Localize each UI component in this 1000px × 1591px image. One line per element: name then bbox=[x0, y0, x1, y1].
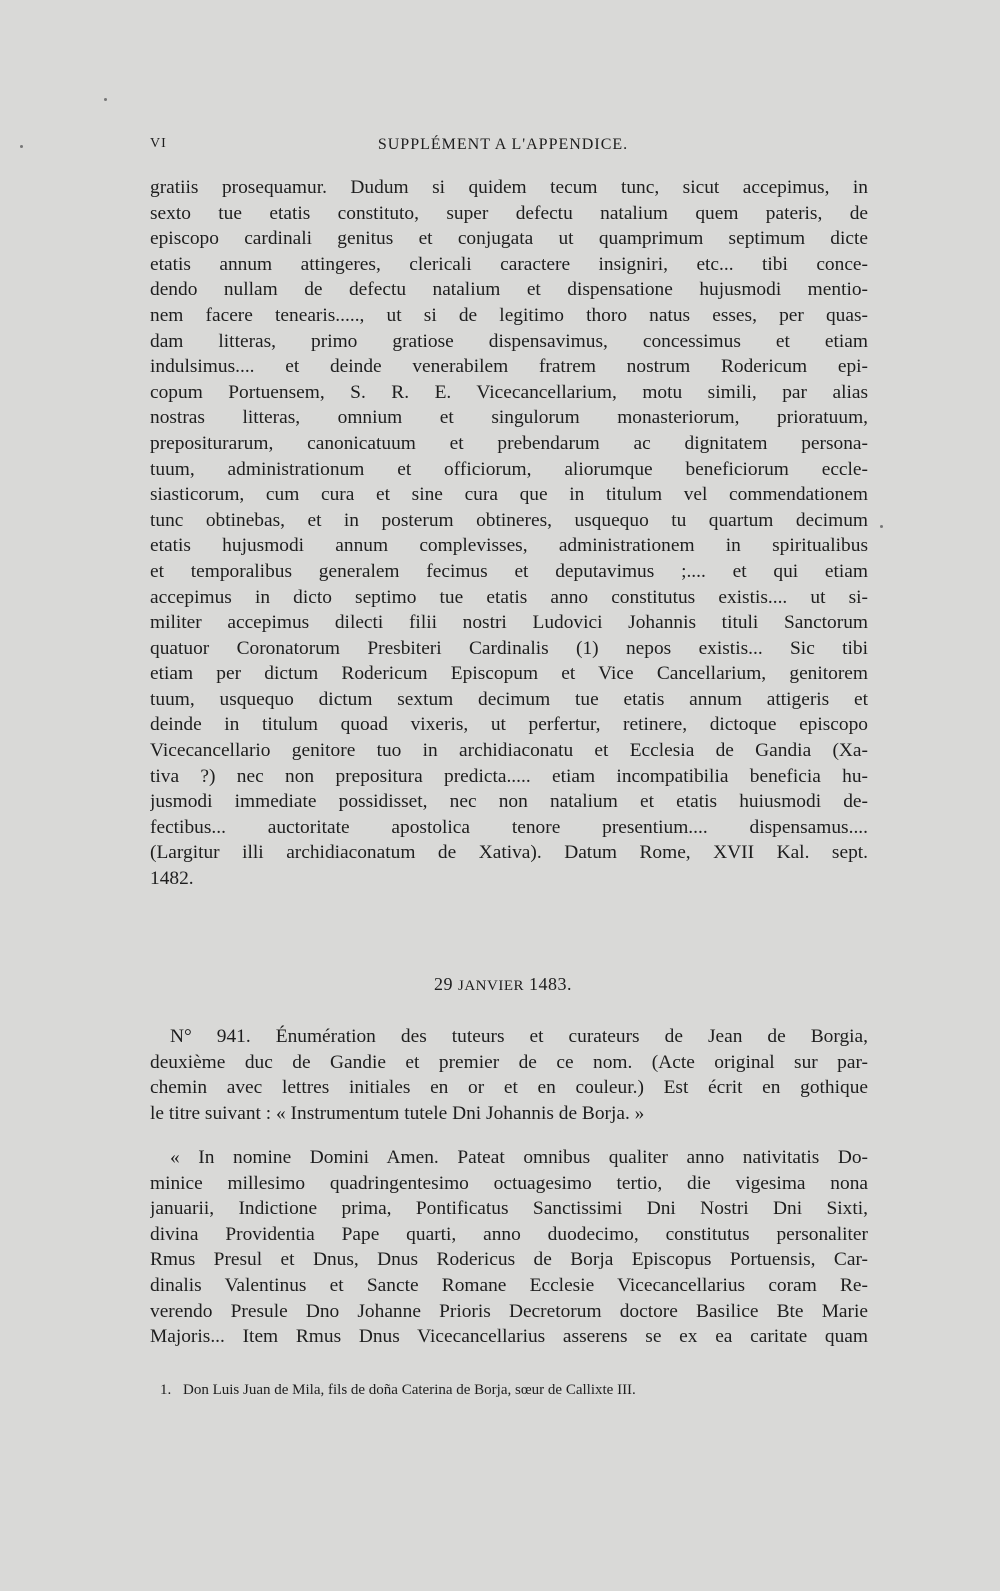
text-line: Majoris... Item Rmus Dnus Vicecancellarius asserens se ex ea caritate quam bbox=[150, 1326, 868, 1348]
text-line: et temporalibus generalem fecimus et deputavimus ;.... et qui etiam bbox=[150, 560, 868, 582]
date-day: 29 bbox=[434, 974, 453, 994]
papal-letter-paragraph bbox=[150, 175, 868, 892]
text-line: « In nomine Domini Amen. Pateat omnibus qualiter anno nativitatis Do- bbox=[170, 1147, 868, 1168]
text-line: 1482. bbox=[150, 868, 194, 890]
text-line: siasticorum, cum cura et sine cura que in titulum vel commendationem bbox=[150, 484, 868, 506]
text-line: minice millesimo quadringentesimo octuagesimo tertio, die vigesima nona bbox=[150, 1172, 868, 1194]
text-line: etatis annum attingeres, clericali caractere insigniri, etc... tibi conce- bbox=[150, 253, 868, 275]
instrumentum-quote bbox=[150, 1145, 868, 1350]
footnote-mark: 1. bbox=[160, 1382, 172, 1398]
text-line: accepimus in dicto septimo tue etatis anno constitutus existis.... ut si- bbox=[150, 586, 868, 608]
date-year: 1483. bbox=[529, 974, 572, 994]
text-line: chemin avec lettres initiales en or et en couleur.) Est écrit en gothique bbox=[150, 1077, 868, 1099]
text-line: tuum, administrationum et officiorum, aliorumque beneficiorum eccle- bbox=[150, 458, 868, 480]
text-line: deinde in titulum quoad vixeris, ut perfertur, retinere, dictoque episcopo bbox=[150, 714, 868, 736]
text-line: tiva ?) nec non prepositura predicta..... etiam incompatibilia beneficia hu- bbox=[150, 765, 868, 787]
paper-speck bbox=[880, 525, 883, 528]
text-line: etiam per dictum Rodericum Episcopum et Vice Cancellarium, genitorem bbox=[150, 663, 868, 685]
text-line: verendo Presule Dno Johanne Prioris Decretorum doctore Basilice Bte Marie bbox=[150, 1300, 868, 1322]
text-line: militer accepimus dilecti filii nostri Ludovici Johannis tituli Sanctorum bbox=[150, 612, 868, 634]
text-line: divina Providentia Pape quarti, anno duodecimo, constitutus personaliter bbox=[150, 1223, 868, 1245]
text-line: dinalis Valentinus et Sancte Romane Ecclesie Vicecancellarius coram Re- bbox=[150, 1274, 868, 1296]
text-line: Rmus Presul et Dnus, Dnus Rodericus de Borja Episcopus Portuensis, Car- bbox=[150, 1249, 868, 1271]
text-line: tuum, usquequo dictum sextum decimum tue etatis annum attigeris et bbox=[150, 688, 868, 710]
text-line: jusmodi immediate possidisset, nec non natalium et etatis huiusmodi de- bbox=[150, 791, 868, 813]
text-line: nem facere tenearis....., ut si de legitimo thoro natus esses, per quas- bbox=[150, 304, 868, 326]
text-line: prepositurarum, canonicatuum et prebendarum ac dignitatem persona- bbox=[150, 432, 868, 454]
entry-941-summary bbox=[150, 1024, 868, 1126]
text-line: le titre suivant : « Instrumentum tutele Dni Johannis de Borja. » bbox=[150, 1102, 645, 1124]
text-line: dendo nullam de defectu natalium et dispensatione hujusmodi mentio- bbox=[150, 279, 868, 301]
date-month: JANVIER bbox=[458, 978, 524, 994]
text-line: (Largitur illi archidiaconatum de Xativa). Datum Rome, XVII Kal. sept. bbox=[150, 842, 868, 864]
paper-speck bbox=[20, 145, 23, 148]
text-line: nostras litteras, omnium et singulorum monasteriorum, prioratuum, bbox=[150, 407, 868, 429]
text-line: episcopo cardinali genitus et conjugata ut quamprimum septimum dicte bbox=[150, 228, 868, 250]
text-line: tunc obtinebas, et in posterum obtineres, usquequo tu quartum decimum bbox=[150, 509, 868, 531]
text-line: quatuor Coronatorum Presbiteri Cardinalis (1) nepos existis... Sic tibi bbox=[150, 637, 868, 659]
text-line: N° 941. Énumération des tuteurs et curateurs de Jean de Borgia, bbox=[170, 1026, 868, 1047]
text-line: januarii, Indictione prima, Pontificatus Sanctissimi Dni Nostri Dni Sixti, bbox=[150, 1198, 868, 1220]
text-line: gratiis prosequamur. Dudum si quidem tecum tunc, sicut accepimus, in bbox=[150, 177, 868, 198]
paper-speck bbox=[104, 98, 107, 101]
text-line: fectibus... auctoritate apostolica tenore presentium.... dispensamus.... bbox=[150, 816, 868, 838]
date-heading bbox=[150, 974, 856, 995]
text-line: sexto tue etatis constituto, super defectu natalium quem pateris, de bbox=[150, 202, 868, 224]
footnote bbox=[160, 1382, 860, 1399]
text-line: Vicecancellario genitore tuo in archidiaconatu et Ecclesia de Gandia (Xa- bbox=[150, 740, 868, 762]
running-header bbox=[150, 136, 856, 160]
footnote-text: Don Luis Juan de Mila, fils de doña Caterina de Borja, sœur de Callixte III. bbox=[183, 1382, 636, 1398]
text-line: copum Portuensem, S. R. E. Vicecancellarium, motu simili, par alias bbox=[150, 381, 868, 403]
running-title: SUPPLÉMENT A L'APPENDICE. bbox=[377, 136, 629, 153]
page-number: VI bbox=[150, 136, 167, 151]
text-line: indulsimus.... et deinde venerabilem fratrem nostrum Rodericum epi- bbox=[150, 356, 868, 378]
text-line: dam litteras, primo gratiose dispensavimus, concessimus et etiam bbox=[150, 330, 868, 352]
text-line: etatis hujusmodi annum complevisses, administrationem in spiritualibus bbox=[150, 535, 868, 557]
text-line: deuxième duc de Gandie et premier de ce nom. (Acte original sur par- bbox=[150, 1051, 868, 1073]
